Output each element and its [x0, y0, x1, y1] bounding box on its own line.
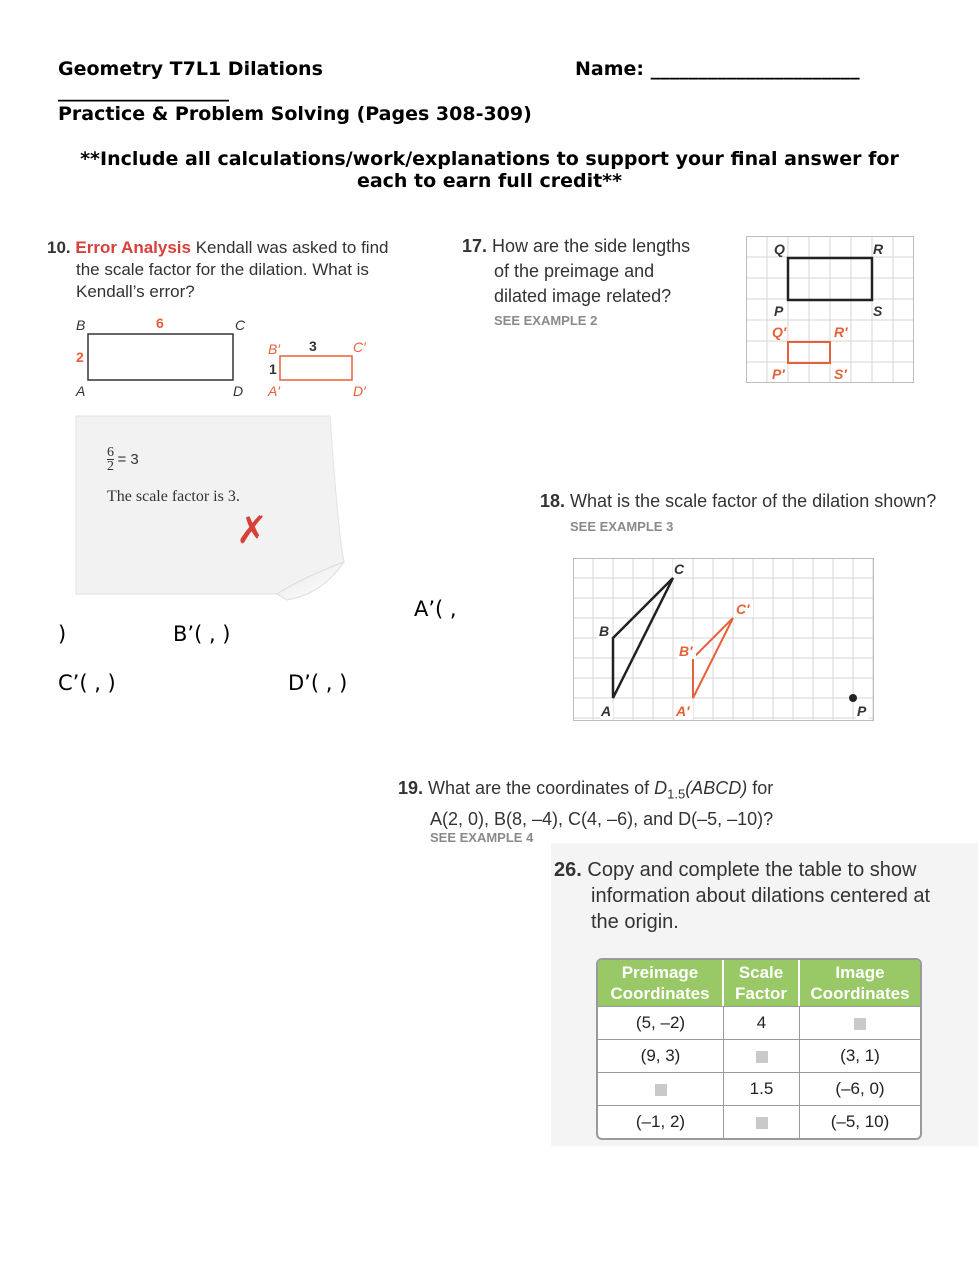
instruction-line-2: each to earn full credit**	[356, 170, 623, 192]
label-Ap18: A′	[676, 703, 690, 719]
label-Dp: D′	[353, 383, 366, 399]
label-Rp: R′	[834, 324, 848, 340]
center-point-p	[849, 694, 857, 702]
col-header-image: Image Coordinates	[800, 960, 920, 1006]
work-text: The scale factor is 3.	[107, 488, 240, 505]
table-cell[interactable]	[724, 1105, 800, 1138]
q10-text-2: the scale factor for the dilation. What is	[76, 260, 369, 279]
x-mark-icon: ✗	[236, 508, 268, 552]
q18-see-example: SEE EXAMPLE 3	[570, 519, 674, 534]
q18-number: 18.	[540, 491, 566, 511]
col-header-preimage: Preimage Coordinates	[598, 960, 724, 1006]
q26-text-1: Copy and complete the table to show	[587, 859, 917, 881]
label-B18: B	[599, 623, 610, 639]
q19-prompt	[398, 776, 773, 832]
table-row	[598, 1006, 920, 1039]
fraction-denominator: 2	[107, 459, 114, 474]
answer-c-prime[interactable]: C’( , )	[58, 671, 116, 695]
answer-b-prime[interactable]: B’( , )	[173, 622, 231, 646]
label-top-6: 6	[156, 315, 164, 331]
kendall-work-note	[72, 412, 352, 604]
q19-line-2: A(2, 0), B(8, –4), C(4, –6), and D(–5, –10)?	[430, 808, 774, 829]
fraction-numerator: 6	[107, 445, 114, 460]
q18-grid-figure	[573, 558, 875, 722]
table-row	[598, 1039, 920, 1072]
label-Qp: Q′	[772, 324, 787, 340]
table-cell: (–5, 10)	[800, 1105, 920, 1138]
table-cell[interactable]	[598, 1072, 724, 1105]
answer-d-prime[interactable]: D’( , )	[288, 671, 348, 695]
label-R: R	[873, 241, 884, 257]
q10-text-1: Kendall was asked to find	[195, 238, 389, 257]
label-P: P	[774, 303, 784, 319]
table-row	[598, 1072, 920, 1105]
label-left-2: 2	[76, 349, 84, 365]
q26-number: 26.	[554, 859, 582, 881]
name-line-continuation: __________________	[58, 80, 229, 102]
name-field[interactable]: Name: ______________________	[575, 58, 860, 80]
label-Bp: B′	[268, 341, 280, 357]
q10-prompt	[47, 237, 389, 303]
q17-grid-figure	[746, 236, 915, 384]
preimage-rectangle	[88, 334, 233, 380]
label-Cp18: C′	[736, 601, 750, 617]
q19-text-b: for	[747, 778, 774, 798]
col-header-scale: Scale Factor	[724, 960, 800, 1006]
q17-prompt	[462, 234, 690, 309]
label-top-3: 3	[309, 338, 317, 354]
blank-square-icon	[756, 1051, 768, 1063]
table-cell: 4	[724, 1006, 800, 1039]
label-C18: C	[674, 561, 685, 577]
label-Pp: P′	[772, 366, 785, 382]
q17-number: 17.	[462, 236, 488, 256]
q17-text-1: How are the side lengths	[492, 236, 691, 256]
table-cell: 1.5	[724, 1072, 800, 1105]
q10-text-3: Kendall’s error?	[76, 282, 195, 301]
dilation-table-wrapper	[596, 958, 922, 1140]
label-Q: Q	[774, 241, 785, 257]
label-A18: A	[601, 703, 612, 719]
blank-square-icon	[854, 1018, 866, 1030]
table-cell[interactable]	[800, 1006, 920, 1039]
label-P18: P	[857, 703, 867, 719]
q26-text-2: information about dilations centered at	[591, 885, 931, 907]
answer-a-prime-close: )	[58, 622, 67, 646]
table-row	[598, 1105, 920, 1138]
q19-sub: 1.5	[667, 786, 686, 802]
worksheet-title: Geometry T7L1 Dilations	[58, 58, 323, 80]
label-B: B	[76, 317, 86, 333]
label-D: D	[233, 383, 244, 399]
blank-square-icon	[655, 1084, 667, 1096]
q19-d: D	[654, 778, 668, 798]
instruction-line-1: **Include all calculations/work/explanations to support your final answer for	[80, 148, 899, 170]
label-C: C	[235, 317, 246, 333]
table-cell: (–1, 2)	[598, 1105, 724, 1138]
table-cell[interactable]	[724, 1039, 800, 1072]
label-left-1: 1	[269, 361, 277, 377]
table-cell: (9, 3)	[598, 1039, 724, 1072]
table-cell: (3, 1)	[800, 1039, 920, 1072]
q17-text-3: dilated image related?	[494, 286, 672, 306]
label-Ap: A′	[268, 383, 280, 399]
answer-a-prime[interactable]: A’( ,	[414, 597, 457, 621]
q18-text: What is the scale factor of the dilation shown?	[570, 491, 937, 511]
q19-arg: (ABCD)	[685, 778, 748, 798]
dilation-table	[596, 958, 922, 1140]
image-rectangle	[280, 356, 352, 380]
q26-prompt	[554, 857, 930, 935]
label-Bp18: B′	[679, 643, 693, 659]
label-Sp: S′	[834, 366, 847, 382]
label-S: S	[873, 303, 883, 319]
q26-text-3: the origin.	[591, 911, 679, 933]
q19-text-a: What are the coordinates of	[428, 778, 655, 798]
table-cell: (5, –2)	[598, 1006, 724, 1039]
label-A: A	[76, 383, 86, 399]
q17-see-example: SEE EXAMPLE 2	[494, 313, 598, 328]
q10-number: 10.	[47, 238, 71, 257]
q19-number: 19.	[398, 778, 424, 798]
q18-prompt	[540, 491, 936, 512]
table-cell: (–6, 0)	[800, 1072, 920, 1105]
subtitle: Practice & Problem Solving (Pages 308-309)	[58, 103, 532, 125]
q17-text-2: of the preimage and	[494, 261, 655, 281]
blank-square-icon	[756, 1117, 768, 1129]
q10-heading: Error Analysis	[75, 238, 191, 257]
label-Cp: C′	[353, 339, 366, 355]
work-fraction	[107, 446, 139, 473]
q10-rectangles-figure	[70, 312, 380, 404]
q19-see-example: SEE EXAMPLE 4	[430, 830, 534, 845]
fraction-result: = 3	[117, 451, 139, 468]
